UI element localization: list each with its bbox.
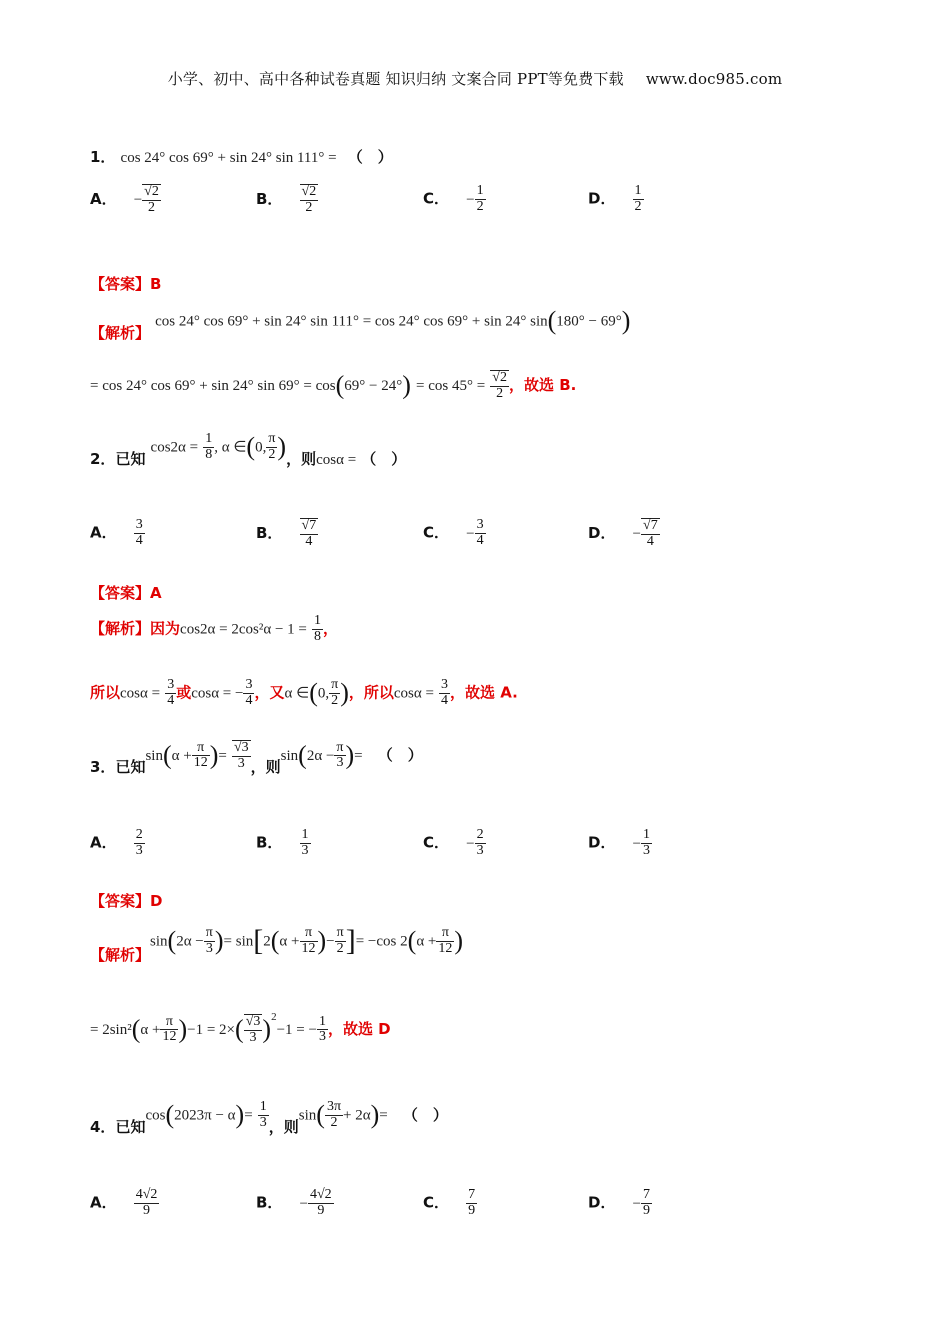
question-2-option-d: D． − $\frac{√7}{4}$	[588, 518, 658, 549]
question-3-option-b: B． $\frac{1}{3}$	[256, 827, 309, 858]
header-text: 小学、初中、高中各种试卷真题 知识归纳 文案合同 PPT等免费下载	[167, 70, 624, 88]
question-2-stem: 2．已知 cos2α = $\frac{1}{8}$ , α ∈(0, $\frac{\pi}{2}$ )，则cosα = （ ）	[90, 431, 407, 468]
question-2-option-b: B． $\frac{√7}{4}$	[256, 518, 317, 549]
question-1-stem: 1． cos 24° cos 69° + sin 24° sin 111° = （ ）	[90, 148, 393, 166]
question-4-stem: 4．已知cos(2023π − α)= $\frac{1}{3}$ ，则sin( $\frac{3\pi}{2}$ + 2α)= （ ）	[90, 1099, 448, 1136]
page-header	[0, 68, 950, 89]
question-1-answer: 【答案】B	[90, 275, 162, 293]
question-3-option-a: A． $\frac{2}{3}$	[90, 827, 143, 858]
question-3-stem: 3．已知sin(α + $\frac{\pi}{12}$ )= $\frac{√3}{3}$ ，则sin(2α − $\frac{\pi}{3}$ )= （ ）	[90, 739, 423, 777]
question-2-analysis-line-2: 所以cosα = $\frac{3}{4}$ 或cosα = − $\frac{3}{4}$ ，又α ∈(0, $\frac{\pi}{2}$ )，所以cosα = $\frac{3}{4}$ ，故选 A.	[90, 677, 518, 708]
question-3-option-c: C． − $\frac{2}{3}$	[423, 827, 484, 858]
question-1-option-b: B． $\frac{√2}{2}$	[256, 184, 317, 215]
question-4-option-d: D． − $\frac{7}{9}$	[588, 1187, 651, 1218]
question-3-analysis-line-2: = 2sin²(α + $\frac{\pi}{12}$ )−1 = 2×( $\frac{√3}{3}$ )$^2$−1 = − $\frac{1}{3}$ ，故选 D	[90, 1011, 391, 1045]
question-4-option-a: A． $\frac{4√2}{9}$	[90, 1187, 158, 1218]
header-url: www.doc985.com	[645, 70, 783, 88]
question-3-analysis-line-1: 【解析】sin(2α − $\frac{\pi}{3}$ )= sin[2(α + $\frac{\pi}{12}$ )− $\frac{\pi}{2}$ ]= −cos 2(α + $\frac{\pi}{12}$ )	[90, 924, 464, 964]
question-1-option-a: A． − $\frac{√2}{2}$	[90, 184, 159, 215]
question-2-answer: 【答案】A	[90, 584, 162, 602]
question-4-option-c: C． $\frac{7}{9}$	[423, 1187, 476, 1218]
question-1-option-c: C． − $\frac{1}{2}$	[423, 183, 484, 214]
question-2-option-a: A． $\frac{3}{4}$	[90, 517, 143, 548]
question-1-analysis-line-2: = cos 24° cos 69° + sin 24° sin 69° = cos(69° − 24°) = cos 45° = $\frac{√2}{2}$ ，故选 B.	[90, 370, 577, 401]
question-2-analysis-line-1: 【解析】因为cos2α = 2cos²α − 1 = $\frac{1}{8}$ ，	[90, 613, 338, 644]
question-2-option-c: C． − $\frac{3}{4}$	[423, 517, 484, 548]
question-1-analysis-line-1: 【解析】 cos 24° cos 69° + sin 24° sin 111° = cos 24° cos 69° + sin 24° sin(180° − 69°)	[90, 306, 631, 342]
question-3-answer: 【答案】D	[90, 892, 163, 910]
question-1-option-d: D． $\frac{1}{2}$	[588, 183, 642, 214]
question-3-option-d: D． − $\frac{1}{3}$	[588, 827, 651, 858]
question-4-option-b: B． − $\frac{4√2}{9}$	[256, 1187, 332, 1218]
